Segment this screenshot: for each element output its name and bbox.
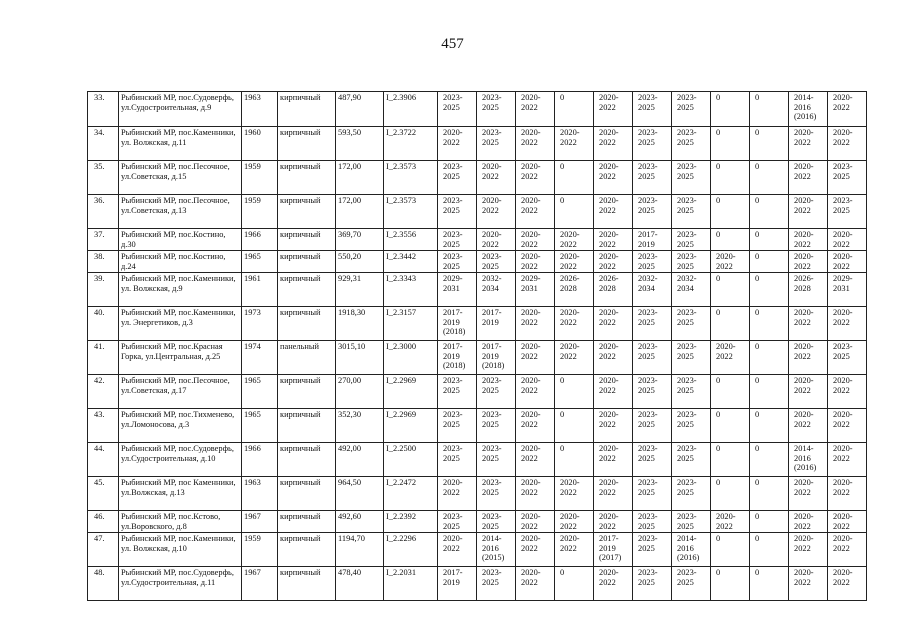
build-year-cell: 1963 xyxy=(242,92,278,127)
row-number: 46. xyxy=(88,511,119,533)
period-cell: 0 xyxy=(750,273,789,307)
area-cell: 492,00 xyxy=(336,443,384,477)
build-year-cell: 1960 xyxy=(242,127,278,161)
period-cell: 2023-2025 xyxy=(672,127,711,161)
wall-material-cell: кирпичный xyxy=(278,375,336,409)
address-cell: Рыбинский МР, пос.Кстово, ул.Воровского, д.8 xyxy=(119,511,242,533)
period-cell: 0 xyxy=(711,161,750,195)
period-cell: 2020-2022 xyxy=(828,511,867,533)
period-cell: 2020-2022 xyxy=(594,161,633,195)
build-year-cell: 1965 xyxy=(242,251,278,273)
index-code-cell: I_2.3442 xyxy=(384,251,438,273)
period-cell: 2020-2022 xyxy=(828,127,867,161)
period-cell: 2017-2019 xyxy=(438,567,477,601)
period-cell: 0 xyxy=(555,161,594,195)
period-cell: 2020-2022 xyxy=(789,375,828,409)
period-cell: 2029-2031 xyxy=(516,273,555,307)
period-cell: 2020-2022 xyxy=(789,127,828,161)
wall-material-cell: кирпичный xyxy=(278,273,336,307)
area-cell: 3015,10 xyxy=(336,341,384,375)
build-year-cell: 1961 xyxy=(242,273,278,307)
period-cell: 2023-2025 xyxy=(633,511,672,533)
wall-material-cell: кирпичный xyxy=(278,477,336,511)
period-cell: 0 xyxy=(711,567,750,601)
period-cell: 0 xyxy=(555,567,594,601)
period-cell: 2023-2025 xyxy=(438,229,477,251)
period-cell: 0 xyxy=(750,307,789,341)
index-code-cell: I_2.2392 xyxy=(384,511,438,533)
period-cell: 2032-2034 xyxy=(672,273,711,307)
period-cell: 2020-2022 xyxy=(555,511,594,533)
area-cell: 964,50 xyxy=(336,477,384,511)
period-cell: 2023-2025 xyxy=(438,511,477,533)
address-cell: Рыбинский МР, пос.Костино, д.30 xyxy=(119,229,242,251)
period-cell: 2020-2022 xyxy=(555,229,594,251)
period-cell: 2020-2022 xyxy=(594,229,633,251)
period-cell: 0 xyxy=(711,533,750,567)
period-cell: 2020-2022 xyxy=(828,477,867,511)
period-cell: 2020-2022 xyxy=(516,375,555,409)
period-cell: 2020-2022 xyxy=(828,307,867,341)
period-cell: 2020-2022 xyxy=(516,161,555,195)
period-cell: 0 xyxy=(711,229,750,251)
wall-material-cell: кирпичный xyxy=(278,251,336,273)
period-cell: 2023-2025 xyxy=(633,533,672,567)
period-cell: 2014-2016 (2016) xyxy=(672,533,711,567)
period-cell: 2020-2022 xyxy=(828,443,867,477)
period-cell: 2023-2025 xyxy=(672,161,711,195)
period-cell: 2020-2022 xyxy=(789,409,828,443)
index-code-cell: I_2.3157 xyxy=(384,307,438,341)
period-cell: 2020-2022 xyxy=(594,307,633,341)
wall-material-cell: кирпичный xyxy=(278,92,336,127)
wall-material-cell: кирпичный xyxy=(278,195,336,229)
row-number: 37. xyxy=(88,229,119,251)
index-code-cell: I_2.3722 xyxy=(384,127,438,161)
period-cell: 2020-2022 xyxy=(789,341,828,375)
period-cell: 2023-2025 xyxy=(672,341,711,375)
row-number: 34. xyxy=(88,127,119,161)
period-cell: 2020-2022 xyxy=(828,251,867,273)
address-cell: Рыбинский МР, пос.Каменники, ул. Волжская, д.9 xyxy=(119,273,242,307)
period-cell: 2023-2025 xyxy=(672,511,711,533)
period-cell: 2020-2022 xyxy=(516,567,555,601)
table-row xyxy=(88,195,867,229)
area-cell: 550,20 xyxy=(336,251,384,273)
table-row xyxy=(88,229,867,251)
period-cell: 2029-2031 xyxy=(438,273,477,307)
address-cell: Рыбинский МР, пос.Судоверфь, ул.Судостроительная, д.10 xyxy=(119,443,242,477)
period-cell: 0 xyxy=(711,127,750,161)
period-cell: 2020-2022 xyxy=(555,341,594,375)
period-cell: 2023-2025 xyxy=(633,375,672,409)
period-cell: 2023-2025 xyxy=(672,477,711,511)
period-cell: 2023-2025 xyxy=(672,307,711,341)
period-cell: 2020-2022 xyxy=(789,567,828,601)
period-cell: 0 xyxy=(750,229,789,251)
period-cell: 2020-2022 xyxy=(594,251,633,273)
area-cell: 172,00 xyxy=(336,195,384,229)
period-cell: 2023-2025 xyxy=(633,477,672,511)
build-year-cell: 1974 xyxy=(242,341,278,375)
row-number: 36. xyxy=(88,195,119,229)
period-cell: 2020-2022 xyxy=(711,341,750,375)
period-cell: 2023-2025 xyxy=(672,409,711,443)
build-year-cell: 1967 xyxy=(242,511,278,533)
period-cell: 2023-2025 xyxy=(633,567,672,601)
period-cell: 2023-2025 xyxy=(672,229,711,251)
table-row xyxy=(88,341,867,375)
area-cell: 270,00 xyxy=(336,375,384,409)
build-year-cell: 1959 xyxy=(242,161,278,195)
page-number: 457 xyxy=(441,36,464,52)
period-cell: 2020-2022 xyxy=(516,409,555,443)
period-cell: 0 xyxy=(750,341,789,375)
index-code-cell: I_2.3000 xyxy=(384,341,438,375)
build-year-cell: 1965 xyxy=(242,409,278,443)
table-row xyxy=(88,443,867,477)
address-cell: Рыбинский МР, пос.Каменники, ул. Волжская, д.10 xyxy=(119,533,242,567)
period-cell: 2023-2025 xyxy=(633,127,672,161)
period-cell: 2023-2025 xyxy=(672,195,711,229)
period-cell: 2020-2022 xyxy=(711,511,750,533)
period-cell: 0 xyxy=(750,443,789,477)
period-cell: 2023-2025 xyxy=(438,195,477,229)
address-cell: Рыбинский МР, пос Каменники, ул.Волжская, д.13 xyxy=(119,477,242,511)
period-cell: 2023-2025 xyxy=(633,409,672,443)
address-cell: Рыбинский МР, пос.Тихменево, ул.Ломоносова, д.3 xyxy=(119,409,242,443)
period-cell: 2020-2022 xyxy=(594,341,633,375)
period-cell: 2020-2022 xyxy=(828,567,867,601)
period-cell: 2023-2025 xyxy=(633,251,672,273)
table-row xyxy=(88,273,867,307)
period-cell: 2020-2022 xyxy=(516,127,555,161)
wall-material-cell: кирпичный xyxy=(278,307,336,341)
period-cell: 2020-2022 xyxy=(477,229,516,251)
period-cell: 2023-2025 xyxy=(477,511,516,533)
area-cell: 929,31 xyxy=(336,273,384,307)
period-cell: 2020-2022 xyxy=(555,251,594,273)
period-cell: 2020-2022 xyxy=(516,533,555,567)
build-year-cell: 1966 xyxy=(242,443,278,477)
housing-repair-table xyxy=(87,91,867,601)
period-cell: 2017-2019 (2018) xyxy=(477,341,516,375)
period-cell: 2023-2025 xyxy=(438,409,477,443)
address-cell: Рыбинский МР, пос.Судоверфь, ул.Судостроительная, д.9 xyxy=(119,92,242,127)
period-cell: 2023-2025 xyxy=(438,443,477,477)
period-cell: 2020-2022 xyxy=(789,511,828,533)
period-cell: 2020-2022 xyxy=(594,127,633,161)
period-cell: 2020-2022 xyxy=(594,409,633,443)
area-cell: 172,00 xyxy=(336,161,384,195)
table-row xyxy=(88,511,867,533)
index-code-cell: I_2.3343 xyxy=(384,273,438,307)
period-cell: 2017-2019 xyxy=(477,307,516,341)
period-cell: 2020-2022 xyxy=(789,195,828,229)
period-cell: 0 xyxy=(555,443,594,477)
period-cell: 2020-2022 xyxy=(516,195,555,229)
period-cell: 2017-2019 (2018) xyxy=(438,341,477,375)
period-cell: 0 xyxy=(750,375,789,409)
period-cell: 0 xyxy=(750,92,789,127)
period-cell: 2020-2022 xyxy=(594,511,633,533)
build-year-cell: 1959 xyxy=(242,533,278,567)
period-cell: 2020-2022 xyxy=(828,229,867,251)
period-cell: 2020-2022 xyxy=(594,567,633,601)
period-cell: 0 xyxy=(750,161,789,195)
row-number: 35. xyxy=(88,161,119,195)
index-code-cell: I_2.3573 xyxy=(384,195,438,229)
period-cell: 2020-2022 xyxy=(516,251,555,273)
period-cell: 0 xyxy=(750,251,789,273)
period-cell: 2020-2022 xyxy=(516,229,555,251)
period-cell: 2020-2022 xyxy=(516,341,555,375)
row-number: 47. xyxy=(88,533,119,567)
wall-material-cell: кирпичный xyxy=(278,409,336,443)
period-cell: 0 xyxy=(711,375,750,409)
index-code-cell: I_2.2472 xyxy=(384,477,438,511)
period-cell: 2023-2025 xyxy=(477,251,516,273)
build-year-cell: 1966 xyxy=(242,229,278,251)
row-number: 43. xyxy=(88,409,119,443)
row-number: 42. xyxy=(88,375,119,409)
period-cell: 2032-2034 xyxy=(477,273,516,307)
period-cell: 2026-2028 xyxy=(789,273,828,307)
period-cell: 2020-2022 xyxy=(594,477,633,511)
index-code-cell: I_2.3906 xyxy=(384,92,438,127)
period-cell: 2020-2022 xyxy=(789,533,828,567)
period-cell: 0 xyxy=(555,375,594,409)
address-cell: Рыбинский МР, пос.Каменники, ул. Волжская, д.11 xyxy=(119,127,242,161)
period-cell: 0 xyxy=(711,409,750,443)
period-cell: 2017-2019 (2018) xyxy=(438,307,477,341)
period-cell: 2023-2025 xyxy=(828,195,867,229)
period-cell: 2023-2025 xyxy=(672,375,711,409)
period-cell: 2020-2022 xyxy=(555,533,594,567)
period-cell: 2020-2022 xyxy=(438,127,477,161)
period-cell: 0 xyxy=(750,533,789,567)
build-year-cell: 1959 xyxy=(242,195,278,229)
address-cell: Рыбинский МР, пос.Песочное, ул.Советская, д.13 xyxy=(119,195,242,229)
period-cell: 0 xyxy=(711,195,750,229)
area-cell: 1918,30 xyxy=(336,307,384,341)
period-cell: 2020-2022 xyxy=(516,443,555,477)
period-cell: 2020-2022 xyxy=(477,161,516,195)
period-cell: 2023-2025 xyxy=(438,92,477,127)
table-row xyxy=(88,127,867,161)
period-cell: 2023-2025 xyxy=(633,92,672,127)
period-cell: 0 xyxy=(711,477,750,511)
table-row xyxy=(88,375,867,409)
build-year-cell: 1967 xyxy=(242,567,278,601)
row-number: 41. xyxy=(88,341,119,375)
period-cell: 2032-2034 xyxy=(633,273,672,307)
build-year-cell: 1965 xyxy=(242,375,278,409)
period-cell: 2023-2025 xyxy=(828,341,867,375)
period-cell: 0 xyxy=(711,443,750,477)
period-cell: 2020-2022 xyxy=(789,477,828,511)
period-cell: 2020-2022 xyxy=(594,195,633,229)
period-cell: 2023-2025 xyxy=(438,161,477,195)
period-cell: 2023-2025 xyxy=(477,127,516,161)
area-cell: 352,30 xyxy=(336,409,384,443)
area-cell: 593,50 xyxy=(336,127,384,161)
index-code-cell: I_2.2031 xyxy=(384,567,438,601)
build-year-cell: 1963 xyxy=(242,477,278,511)
period-cell: 2020-2022 xyxy=(516,477,555,511)
area-cell: 369,70 xyxy=(336,229,384,251)
period-cell: 2020-2022 xyxy=(477,195,516,229)
period-cell: 2023-2025 xyxy=(633,161,672,195)
row-number: 44. xyxy=(88,443,119,477)
table-row xyxy=(88,251,867,273)
period-cell: 2023-2025 xyxy=(438,251,477,273)
period-cell: 0 xyxy=(750,477,789,511)
table-row xyxy=(88,92,867,127)
row-number: 39. xyxy=(88,273,119,307)
index-code-cell: I_2.3556 xyxy=(384,229,438,251)
period-cell: 2020-2022 xyxy=(516,92,555,127)
wall-material-cell: кирпичный xyxy=(278,443,336,477)
index-code-cell: I_2.3573 xyxy=(384,161,438,195)
period-cell: 2020-2022 xyxy=(789,251,828,273)
period-cell: 2023-2025 xyxy=(477,375,516,409)
area-cell: 492,60 xyxy=(336,511,384,533)
table-row xyxy=(88,533,867,567)
period-cell: 2020-2022 xyxy=(594,92,633,127)
table-row xyxy=(88,567,867,601)
period-cell: 2023-2025 xyxy=(477,443,516,477)
row-number: 48. xyxy=(88,567,119,601)
period-cell: 2020-2022 xyxy=(828,375,867,409)
period-cell: 2023-2025 xyxy=(477,567,516,601)
build-year-cell: 1973 xyxy=(242,307,278,341)
period-cell: 2020-2022 xyxy=(594,375,633,409)
wall-material-cell: кирпичный xyxy=(278,511,336,533)
address-cell: Рыбинский МР, пос.Каменники, ул. Энергетиков, д.3 xyxy=(119,307,242,341)
wall-material-cell: кирпичный xyxy=(278,161,336,195)
address-cell: Рыбинский МР, пос.Костино, д.24 xyxy=(119,251,242,273)
period-cell: 2023-2025 xyxy=(477,92,516,127)
period-cell: 2020-2022 xyxy=(711,251,750,273)
period-cell: 0 xyxy=(711,307,750,341)
period-cell: 0 xyxy=(555,409,594,443)
period-cell: 2020-2022 xyxy=(789,229,828,251)
period-cell: 2023-2025 xyxy=(828,161,867,195)
table-row xyxy=(88,161,867,195)
period-cell: 2020-2022 xyxy=(516,511,555,533)
period-cell: 2023-2025 xyxy=(672,443,711,477)
period-cell: 2020-2022 xyxy=(555,307,594,341)
wall-material-cell: кирпичный xyxy=(278,229,336,251)
period-cell: 2023-2025 xyxy=(672,251,711,273)
period-cell: 2014-2016 (2016) xyxy=(789,92,828,127)
wall-material-cell: кирпичный xyxy=(278,533,336,567)
address-cell: Рыбинский МР, пос.Песочное, ул.Советская, д.15 xyxy=(119,161,242,195)
period-cell: 2020-2022 xyxy=(828,533,867,567)
index-code-cell: I_2.2500 xyxy=(384,443,438,477)
period-cell: 2017-2019 (2017) xyxy=(594,533,633,567)
period-cell: 2014-2016 (2015) xyxy=(477,533,516,567)
period-cell: 2029-2031 xyxy=(828,273,867,307)
address-cell: Рыбинский МР, пос.Красная Горка, ул.Центральная, д.25 xyxy=(119,341,242,375)
period-cell: 2020-2022 xyxy=(438,533,477,567)
row-number: 33. xyxy=(88,92,119,127)
period-cell: 2020-2022 xyxy=(555,127,594,161)
period-cell: 0 xyxy=(555,195,594,229)
index-code-cell: I_2.2969 xyxy=(384,409,438,443)
table-row xyxy=(88,477,867,511)
area-cell: 1194,70 xyxy=(336,533,384,567)
period-cell: 2023-2025 xyxy=(438,375,477,409)
area-cell: 487,90 xyxy=(336,92,384,127)
row-number: 38. xyxy=(88,251,119,273)
period-cell: 2020-2022 xyxy=(789,307,828,341)
period-cell: 0 xyxy=(750,409,789,443)
wall-material-cell: кирпичный xyxy=(278,127,336,161)
period-cell: 2020-2022 xyxy=(516,307,555,341)
period-cell: 2014-2016 (2016) xyxy=(789,443,828,477)
period-cell: 0 xyxy=(750,567,789,601)
index-code-cell: I_2.2969 xyxy=(384,375,438,409)
period-cell: 2020-2022 xyxy=(555,477,594,511)
period-cell: 2023-2025 xyxy=(633,307,672,341)
period-cell: 2026-2028 xyxy=(555,273,594,307)
table-row xyxy=(88,307,867,341)
period-cell: 2023-2025 xyxy=(477,477,516,511)
period-cell: 2026-2028 xyxy=(594,273,633,307)
wall-material-cell: кирпичный xyxy=(278,567,336,601)
period-cell: 0 xyxy=(750,127,789,161)
period-cell: 2023-2025 xyxy=(633,443,672,477)
period-cell: 2017-2019 xyxy=(633,229,672,251)
row-number: 40. xyxy=(88,307,119,341)
period-cell: 2020-2022 xyxy=(789,161,828,195)
period-cell: 2023-2025 xyxy=(477,409,516,443)
period-cell: 0 xyxy=(555,92,594,127)
period-cell: 2023-2025 xyxy=(672,92,711,127)
period-cell: 2020-2022 xyxy=(594,443,633,477)
period-cell: 2023-2025 xyxy=(633,195,672,229)
period-cell: 0 xyxy=(750,511,789,533)
table-row xyxy=(88,409,867,443)
area-cell: 478,40 xyxy=(336,567,384,601)
index-code-cell: I_2.2296 xyxy=(384,533,438,567)
period-cell: 2023-2025 xyxy=(672,567,711,601)
period-cell: 0 xyxy=(750,195,789,229)
period-cell: 2020-2022 xyxy=(828,409,867,443)
period-cell: 2020-2022 xyxy=(828,92,867,127)
address-cell: Рыбинский МР, пос.Песочное, ул.Советская, д.17 xyxy=(119,375,242,409)
period-cell: 0 xyxy=(711,92,750,127)
row-number: 45. xyxy=(88,477,119,511)
period-cell: 2020-2022 xyxy=(438,477,477,511)
period-cell: 0 xyxy=(711,273,750,307)
period-cell: 2023-2025 xyxy=(633,341,672,375)
address-cell: Рыбинский МР, пос.Судоверфь, ул.Судостроительная, д.11 xyxy=(119,567,242,601)
wall-material-cell: панельный xyxy=(278,341,336,375)
